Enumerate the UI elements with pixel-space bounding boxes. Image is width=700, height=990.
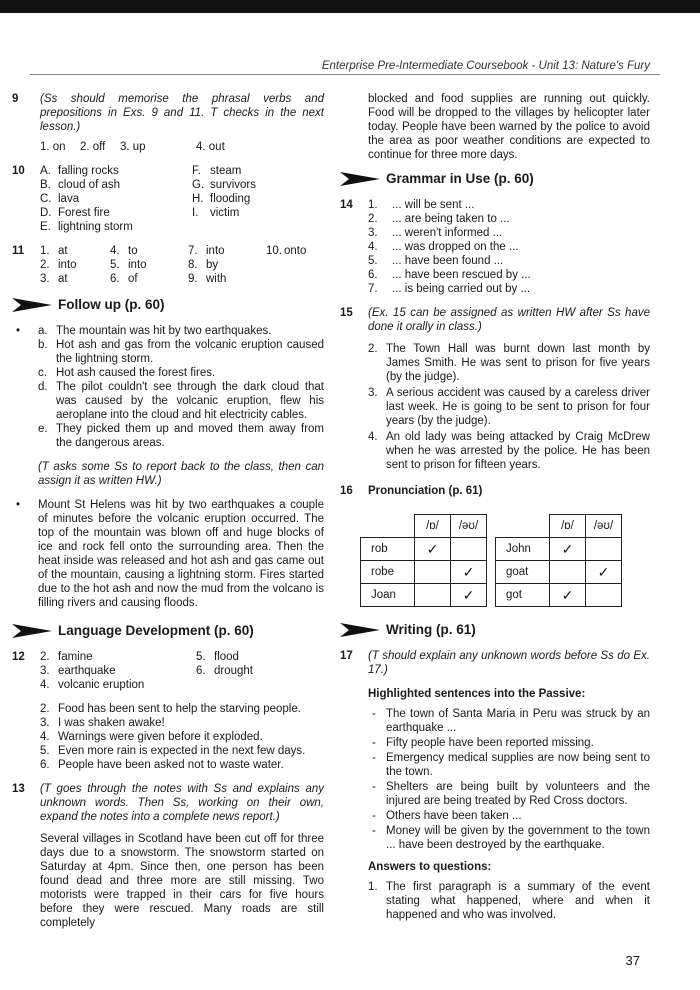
item-number: 2. bbox=[40, 703, 50, 715]
answer: into bbox=[58, 259, 77, 271]
item-text: ... was dropped on the ... bbox=[392, 241, 519, 253]
item-text: Others have been taken ... bbox=[386, 810, 522, 822]
item-number: 5. bbox=[110, 259, 120, 271]
item-number: 10. bbox=[266, 245, 282, 257]
answer-item bbox=[368, 880, 650, 922]
list-item bbox=[40, 758, 324, 772]
item-text: Hot ash caused the forest fires. bbox=[56, 367, 216, 379]
answer-list bbox=[40, 702, 324, 772]
exercise-number: 14 bbox=[340, 199, 353, 211]
item-number: 8. bbox=[188, 259, 198, 271]
answer: volcanic eruption bbox=[58, 679, 145, 691]
item-number: 7. bbox=[188, 245, 198, 257]
item-number: b. bbox=[38, 339, 48, 351]
item-text: Emergency medical supplies are now being sent to the town. bbox=[386, 752, 650, 778]
answer: at bbox=[58, 245, 68, 257]
item-text: The pilot couldn't see through the dark cloud that was caused by the volcanic eruption, flew his aeroplane into the cloud and hit electricity cables. bbox=[56, 381, 324, 421]
arrow-icon bbox=[340, 170, 380, 188]
item-text: ... weren't informed ... bbox=[392, 227, 503, 239]
answer: to bbox=[128, 245, 138, 257]
check-cell bbox=[451, 538, 487, 561]
phoneme-header: /əʊ/ bbox=[586, 515, 622, 538]
answer: 4. out bbox=[196, 141, 225, 153]
item-letter: A. bbox=[40, 165, 51, 177]
answer-list bbox=[368, 342, 650, 472]
answer: lightning storm bbox=[58, 221, 133, 233]
table-row bbox=[496, 538, 622, 561]
list-item bbox=[368, 282, 650, 296]
grid-cell bbox=[110, 244, 182, 258]
item-number: 3. bbox=[40, 717, 50, 729]
item-number: 5. bbox=[368, 255, 378, 267]
item-text: Food has been sent to help the starving people. bbox=[58, 703, 301, 715]
exercise-9 bbox=[12, 92, 324, 154]
section-title: Language Development (p. 60) bbox=[58, 623, 254, 638]
exercise-note: (T goes through the notes with Ss and explains any unknown words. Then Ss, working on their own, expand the notes into a complete news report.) bbox=[40, 783, 324, 823]
grid-cell bbox=[110, 258, 182, 272]
grid-cell bbox=[266, 272, 326, 286]
check-cell: ✓ bbox=[415, 538, 451, 561]
answer: by bbox=[206, 259, 219, 271]
item-number bbox=[266, 272, 284, 286]
answer: victim bbox=[210, 207, 240, 219]
exercise-13 bbox=[12, 782, 324, 930]
page-number: 37 bbox=[625, 953, 640, 968]
table-header-row bbox=[361, 515, 487, 538]
right-column bbox=[340, 92, 650, 932]
grid-cell bbox=[188, 244, 260, 258]
answer: onto bbox=[284, 245, 307, 257]
item-number: 3. bbox=[368, 227, 378, 239]
check-cell bbox=[550, 561, 586, 584]
item-text: ... is being carried out by ... bbox=[392, 283, 531, 295]
item-text: The town of Santa Maria in Peru was struck by an earthquake ... bbox=[386, 708, 650, 734]
answer: cloud of ash bbox=[58, 179, 121, 191]
check-cell: ✓ bbox=[586, 561, 622, 584]
item-text: I was shaken awake! bbox=[58, 717, 165, 729]
exercise-number: 16 bbox=[340, 485, 353, 497]
top-black-bar bbox=[0, 0, 700, 13]
section-heading bbox=[340, 170, 650, 188]
list-item bbox=[368, 342, 650, 384]
grid-cell bbox=[40, 664, 190, 678]
bullet-icon: • bbox=[16, 499, 21, 511]
exercise-note: (Ex. 15 can be assigned as written HW after Ss have done it orally in class.) bbox=[368, 307, 650, 333]
grid-cell bbox=[196, 664, 316, 678]
list-item bbox=[368, 254, 650, 268]
item-text: Even more rain is expected in the next few days. bbox=[58, 745, 306, 757]
answer-grid bbox=[40, 650, 324, 692]
answer: with bbox=[206, 273, 227, 285]
check-cell: ✓ bbox=[451, 561, 487, 584]
dash-marker: - bbox=[372, 737, 376, 749]
section-title: Follow up (p. 60) bbox=[58, 297, 165, 312]
item-text: Hot ash and gas from the volcanic eruption caused the lightning storm. bbox=[56, 339, 324, 365]
grid-cell bbox=[110, 272, 182, 286]
answer: earthquake bbox=[58, 665, 116, 677]
arrow-icon bbox=[340, 621, 380, 639]
item-number: 9. bbox=[188, 273, 198, 285]
answer: 3. up bbox=[120, 141, 146, 153]
exercise-number: 15 bbox=[340, 307, 353, 319]
answer: of bbox=[128, 273, 138, 285]
item-number bbox=[266, 258, 284, 272]
grid-cell bbox=[266, 244, 326, 258]
item-number: 4. bbox=[40, 679, 50, 691]
list-item bbox=[368, 707, 650, 735]
exercise-number: 12 bbox=[12, 651, 25, 663]
grid-cell bbox=[40, 272, 104, 286]
list-item bbox=[40, 702, 324, 716]
word-cell: rob bbox=[361, 538, 415, 561]
grid-cell bbox=[40, 244, 104, 258]
exercise-note: (Ss should memorise the phrasal verbs and prepositions in Exs. 9 and 11. T checks in the next lesson.) bbox=[40, 93, 324, 133]
item-text: The first paragraph is a summary of the event stating what happened, where and when it happened and who was involved. bbox=[386, 881, 650, 921]
answer: 2. off bbox=[80, 141, 106, 153]
item-text: A serious accident was caused by a careless driver last week. He is going to be sent to prison for four years (by the judge). bbox=[386, 387, 650, 427]
dash-marker: - bbox=[372, 708, 376, 720]
table-row bbox=[496, 584, 622, 607]
item-text: The mountain was hit by two earthquakes. bbox=[56, 325, 272, 337]
answer: survivors bbox=[210, 179, 257, 191]
bullet-icon: • bbox=[16, 325, 21, 337]
check-cell bbox=[586, 584, 622, 607]
exercise-title: Pronunciation (p. 61) bbox=[368, 485, 483, 497]
item-text: An old lady was being attacked by Craig McDrew when he was arrested by the police. He has been sent to prison for fifteen years. bbox=[386, 431, 650, 471]
answer: into bbox=[128, 259, 147, 271]
list-item bbox=[38, 422, 324, 450]
word-cell: John bbox=[496, 538, 550, 561]
blank-cell bbox=[496, 515, 550, 538]
table-header-row bbox=[496, 515, 622, 538]
follow-up-list bbox=[38, 324, 324, 450]
exercise-10 bbox=[12, 164, 324, 234]
subheading: Highlighted sentences into the Passive: bbox=[368, 688, 586, 700]
section-heading bbox=[340, 621, 650, 639]
answer: flood bbox=[214, 651, 239, 663]
item-text: ... will be sent ... bbox=[392, 199, 475, 211]
bullet-block bbox=[12, 498, 324, 610]
list-item bbox=[38, 338, 324, 366]
item-letter: H. bbox=[192, 193, 204, 205]
answer-row bbox=[40, 140, 324, 154]
answer: steam bbox=[210, 165, 242, 177]
item-letter: E. bbox=[40, 221, 51, 233]
table-row bbox=[361, 538, 487, 561]
check-cell bbox=[415, 584, 451, 607]
phoneme-header: /ɒ/ bbox=[550, 515, 586, 538]
list-item bbox=[368, 226, 650, 240]
word-cell: robe bbox=[361, 561, 415, 584]
item-number: 6. bbox=[40, 759, 50, 771]
list-item bbox=[40, 730, 324, 744]
item-number: 4. bbox=[40, 731, 50, 743]
exercise-note: (T should explain any unknown words before Ss do Ex. 17.) bbox=[368, 650, 650, 676]
dash-marker: - bbox=[372, 752, 376, 764]
dash-marker: - bbox=[372, 810, 376, 822]
table-row bbox=[361, 561, 487, 584]
exercise-15 bbox=[340, 306, 650, 474]
pronunciation-table bbox=[495, 514, 622, 607]
list-item bbox=[368, 240, 650, 254]
dash-marker: - bbox=[372, 781, 376, 793]
item-text: They picked them up and moved them away from the dangerous areas. bbox=[56, 423, 324, 449]
exercise-16 bbox=[340, 484, 650, 508]
item-number: 2. bbox=[40, 259, 50, 271]
section-title: Grammar in Use (p. 60) bbox=[386, 171, 534, 186]
header-rule bbox=[30, 74, 660, 75]
list-item bbox=[368, 430, 650, 472]
item-number: 2. bbox=[40, 651, 50, 663]
item-number: a. bbox=[38, 325, 48, 337]
answer: flooding bbox=[210, 193, 251, 205]
paragraph: blocked and food supplies are running out quickly. Food will be dropped to the villages by helicopter later today. People have been warned by the police to avoid the area as poor weather conditions are expected to continue for three more days. bbox=[368, 93, 650, 161]
table-row bbox=[496, 561, 622, 584]
passive-list bbox=[368, 707, 650, 852]
item-letter: I. bbox=[192, 207, 199, 219]
arrow-icon bbox=[12, 296, 52, 314]
answer: Forest fire bbox=[58, 207, 110, 219]
item-number: 2. bbox=[368, 343, 378, 355]
item-number: 1. bbox=[368, 881, 378, 893]
item-number: 6. bbox=[368, 269, 378, 281]
item-letter: B. bbox=[40, 179, 51, 191]
phoneme-header: /əʊ/ bbox=[451, 515, 487, 538]
item-text: ... are being taken to ... bbox=[392, 213, 510, 225]
list-item bbox=[368, 386, 650, 428]
answer-grid bbox=[40, 244, 326, 286]
item-text: Shelters are being built by volunteers and the injured are being treated by Red Cross doctors. bbox=[386, 781, 650, 807]
list-item bbox=[368, 809, 650, 823]
item-number: 7. bbox=[368, 283, 378, 295]
paragraph: Several villages in Scotland have been cut off for three days due to a snowstorm. The snowstorm started on Saturday at 4pm. Since then, one person has been found dead and three more are still missing. Two motorists were trapped in their cars for five hours before they were rescued. Many roads are still completely bbox=[40, 833, 324, 929]
grid-cell bbox=[196, 650, 316, 664]
exercise-12 bbox=[12, 650, 324, 772]
list-item bbox=[40, 716, 324, 730]
item-number: 3. bbox=[368, 387, 378, 399]
section-heading bbox=[12, 622, 324, 640]
answer: drought bbox=[214, 665, 254, 677]
item-text: People have been asked not to waste water. bbox=[58, 759, 284, 771]
answer: 1. on bbox=[40, 141, 66, 153]
item-letter: C. bbox=[40, 193, 52, 205]
item-number: 3. bbox=[40, 665, 50, 677]
dash-marker: - bbox=[372, 825, 376, 837]
grid-cell bbox=[188, 272, 260, 286]
word-cell: Joan bbox=[361, 584, 415, 607]
grid-cell bbox=[266, 258, 326, 272]
list-item bbox=[368, 212, 650, 226]
item-letter: D. bbox=[40, 207, 52, 219]
list-item bbox=[38, 366, 324, 380]
item-number: 5. bbox=[40, 745, 50, 757]
section-heading bbox=[12, 296, 324, 314]
exercise-number: 11 bbox=[12, 245, 25, 257]
pronunciation-tables bbox=[360, 514, 650, 607]
pronunciation-table bbox=[360, 514, 487, 607]
blank-cell bbox=[361, 515, 415, 538]
grid-cell bbox=[40, 650, 190, 664]
exercise-number: 10 bbox=[12, 165, 25, 177]
page-header: Enterprise Pre-Intermediate Coursebook - Unit 13: Nature's Fury bbox=[321, 60, 650, 72]
item-number: 4. bbox=[368, 241, 378, 253]
section-title: Writing (p. 61) bbox=[386, 622, 476, 637]
item-number: 5. bbox=[196, 651, 206, 663]
item-number: 1. bbox=[40, 245, 50, 257]
arrow-icon bbox=[12, 622, 52, 640]
item-text: Money will be given by the government to the town ... have been destroyed by the earthquake. bbox=[386, 825, 650, 851]
answer: at bbox=[58, 273, 68, 285]
list-item bbox=[40, 744, 324, 758]
teacher-note: (T asks some Ss to report back to the class, then can assign it as written HW.) bbox=[38, 461, 324, 487]
exercise-number: 17 bbox=[340, 650, 353, 662]
bullet-block bbox=[12, 324, 324, 450]
item-text: The Town Hall was burnt down last month by James Smith. He was sent to prison for five years (by the judge). bbox=[386, 343, 650, 383]
grid-cell bbox=[40, 678, 190, 692]
answer: famine bbox=[58, 651, 93, 663]
item-text: ... have been found ... bbox=[392, 255, 504, 267]
grid-cell bbox=[40, 258, 104, 272]
item-number: 4. bbox=[110, 245, 120, 257]
grid-cell bbox=[188, 258, 260, 272]
exercise-number: 9 bbox=[12, 93, 19, 105]
subheading: Answers to questions: bbox=[368, 861, 492, 873]
list-item bbox=[38, 324, 324, 338]
item-number: 6. bbox=[110, 273, 120, 285]
item-number: 1. bbox=[368, 199, 378, 211]
item-number: d. bbox=[38, 381, 48, 393]
check-cell: ✓ bbox=[550, 584, 586, 607]
check-cell: ✓ bbox=[550, 538, 586, 561]
item-number: 4. bbox=[368, 431, 378, 443]
item-number: 6. bbox=[196, 665, 206, 677]
item-number: c. bbox=[38, 367, 47, 379]
exercise-17 bbox=[340, 649, 650, 922]
word-cell: goat bbox=[496, 561, 550, 584]
list-item bbox=[38, 380, 324, 422]
item-text: ... have been rescued by ... bbox=[392, 269, 531, 281]
item-number bbox=[196, 678, 214, 692]
item-letter: G. bbox=[192, 179, 205, 191]
list-item bbox=[368, 268, 650, 282]
item-text: Warnings were given before it exploded. bbox=[58, 731, 263, 743]
word-cell: got bbox=[496, 584, 550, 607]
list-item bbox=[368, 198, 650, 212]
exercise-11 bbox=[12, 244, 324, 286]
answer: falling rocks bbox=[58, 165, 119, 177]
paragraph: Mount St Helens was hit by two earthquakes a couple of minutes before the volcanic eruption occurred. The top of the mountain was blown off and huge blocks of ice and rock fell onto the surrounding area. Then the heat inside was released and hot ash and gas came out of the mountain, causing a lightning storm. Fires started due to the hot ash and now the mud from the volcano is filling rivers and causing floods. bbox=[38, 499, 324, 609]
left-column bbox=[12, 92, 324, 940]
table-row bbox=[361, 584, 487, 607]
list-item bbox=[368, 780, 650, 808]
item-number: e. bbox=[38, 423, 48, 435]
item-number: 2. bbox=[368, 213, 378, 225]
item-number: 3. bbox=[40, 273, 50, 285]
list-item bbox=[368, 736, 650, 750]
answer: into bbox=[206, 245, 225, 257]
grid-cell bbox=[196, 678, 316, 692]
check-cell: ✓ bbox=[451, 584, 487, 607]
item-letter: F. bbox=[192, 165, 201, 177]
exercise-14 bbox=[340, 198, 650, 296]
answer-list bbox=[368, 198, 650, 296]
item-text: Fifty people have been reported missing. bbox=[386, 737, 594, 749]
check-cell bbox=[415, 561, 451, 584]
check-cell bbox=[586, 538, 622, 561]
list-item bbox=[368, 824, 650, 852]
list-item bbox=[368, 751, 650, 779]
exercise-number: 13 bbox=[12, 783, 25, 795]
answer: lava bbox=[58, 193, 80, 205]
phoneme-header: /ɒ/ bbox=[415, 515, 451, 538]
